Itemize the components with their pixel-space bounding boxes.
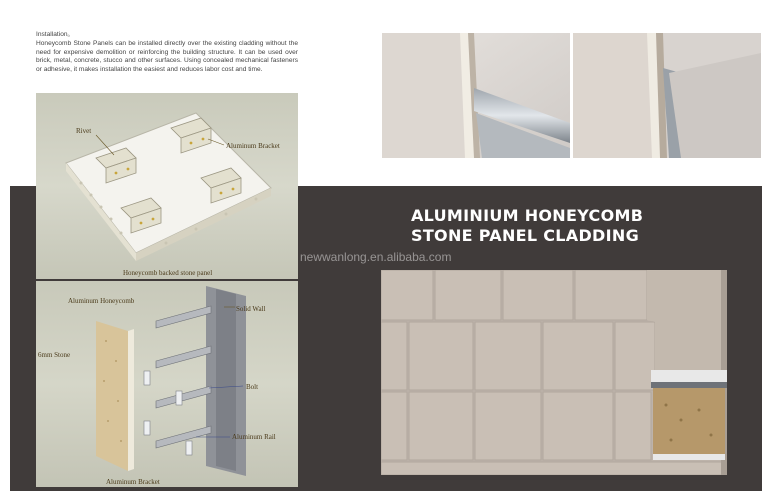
photo-panel-edge-rail (382, 33, 570, 158)
diagram-installation-section (36, 281, 298, 487)
label-aluminum-bracket-bottom: Aluminum Bracket (106, 478, 160, 486)
page-title (411, 206, 643, 246)
label-aluminum-honeycomb: Aluminum Honeycomb (68, 297, 135, 305)
title-line-2: STONE PANEL CLADDING (411, 226, 640, 245)
installation-text (36, 31, 298, 74)
caption-honeycomb-panel: Honeycomb backed stone panel (123, 269, 213, 277)
label-rivet: Rivet (76, 127, 92, 135)
watermark-text: newwanlong.en.alibaba.com (300, 250, 452, 264)
title-line-1: ALUMINIUM HONEYCOMB (411, 206, 644, 225)
label-solid-wall: Solid Wall (236, 305, 266, 313)
photo-building-corner (381, 270, 727, 475)
label-aluminum-bracket-top: Aluminum Bracket (226, 142, 280, 150)
photo-panel-edge-wall (573, 33, 761, 158)
label-6mm-stone: 6mm Stone (38, 351, 71, 359)
label-bolt: Bolt (246, 383, 259, 391)
diagram-panel-back (36, 93, 298, 279)
installation-heading: Installation。 (36, 31, 75, 38)
installation-body: Honeycomb Stone Panels can be installed directly over the existing cladding without the need for expensive demolition or reinforcing the building structure. It can be used over brick, metal, concrete, stucco and other surfaces. Using concealed mechanical fasteners or adhesive, it makes installation the easiest and reduces labor cost and time. (36, 40, 298, 73)
label-aluminum-rail: Aluminum Rail (232, 433, 276, 441)
